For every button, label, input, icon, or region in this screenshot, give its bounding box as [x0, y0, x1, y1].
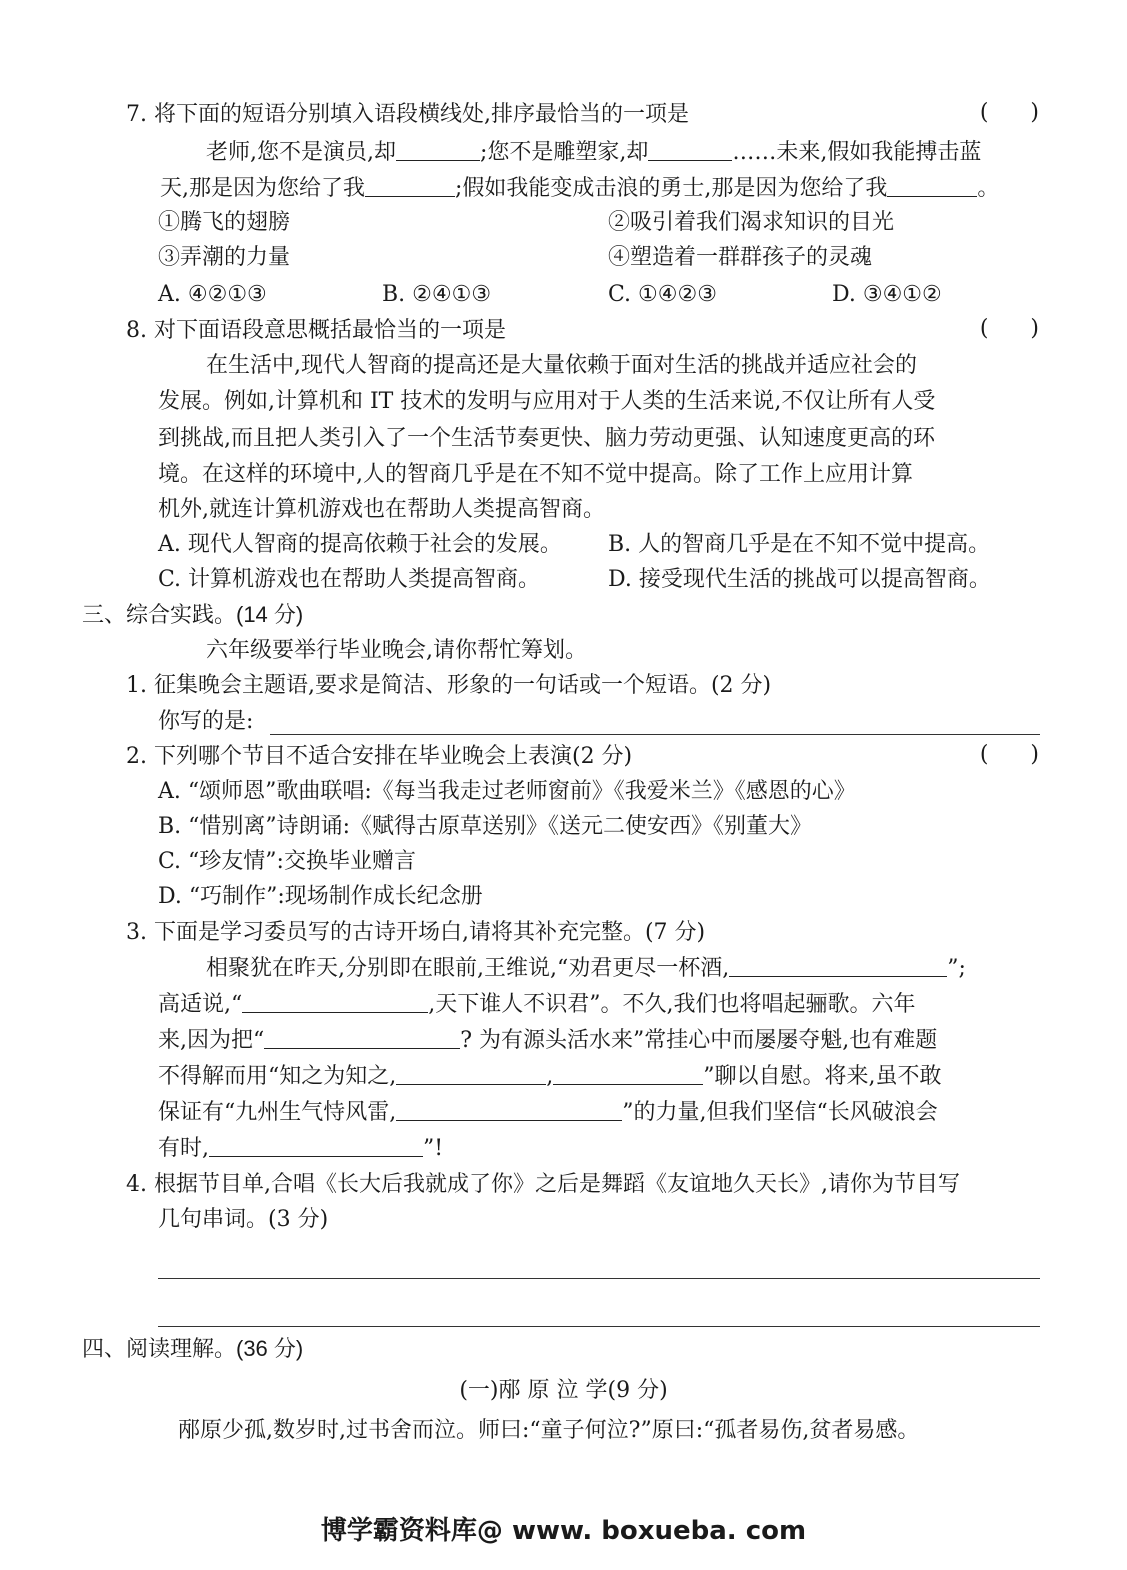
q8-option-c[interactable]: C. 计算机游戏也在帮助人类提高智商。	[158, 567, 541, 592]
s3-q1-answer-label: 你写的是:	[158, 709, 254, 734]
q8-option-b[interactable]: B. 人的智商几乎是在不知不觉中提高。	[608, 532, 991, 557]
fill-blank[interactable]	[396, 138, 480, 161]
q7-phrase-1: ①腾飞的翅膀	[158, 210, 291, 235]
s3-q2-option-b[interactable]: B. “惜别离”诗朗诵:《赋得古原草送别》《送元二使安西》《别董大》	[158, 814, 813, 839]
section-4-heading: 四、阅读理解。(36 分)	[82, 1336, 304, 1361]
s3-q1-title: 1. 征集晚会主题语,要求是简洁、形象的一句话或一个短语。(2 分)	[126, 673, 772, 698]
s3-q3-line4: 不得解而用“知之为知之, , ”聊以自慰。将来,虽不敢	[158, 1064, 942, 1089]
s3-q2-option-a[interactable]: A. “颂师恩”歌曲联唱:《每当我走过老师窗前》《我爱米兰》《感恩的心》	[158, 779, 856, 804]
q7-phrase-2: ②吸引着我们渴求知识的目光	[608, 210, 895, 235]
q8-passage-line: 在生活中,现代人智商的提高还是大量依赖于面对生活的挑战并适应社会的	[206, 353, 917, 378]
s3-q3-line3: 来,因为把“ ? 为有源头活水来”常挂心中而屡屡夺魁,也有难题	[158, 1028, 938, 1053]
s3-q3-line6: 有时, ”!	[158, 1136, 444, 1161]
q7-title: 7. 将下面的短语分别填入语段横线处,排序最恰当的一项是	[126, 102, 689, 127]
fill-blank[interactable]	[887, 174, 977, 197]
q8-option-d[interactable]: D. 接受现代生活的挑战可以提高智商。	[608, 567, 991, 592]
fill-blank[interactable]	[553, 1062, 703, 1085]
q7-option-d[interactable]: D. ③④①②	[832, 282, 942, 307]
q7-answer-bracket: ( )	[979, 100, 1039, 125]
q7-option-c[interactable]: C. ①④②③	[608, 282, 717, 307]
s3-q4-line2: 几句串词。(3 分)	[158, 1207, 329, 1232]
q8-passage-line: 到挑战,而且把人类引入了一个生活节奏更快、脑力劳动更强、认知速度更高的环	[158, 426, 935, 451]
fill-blank[interactable]	[209, 1134, 423, 1157]
fill-blank[interactable]	[396, 1062, 546, 1085]
s3-q2-option-d[interactable]: D. “巧制作”:现场制作成长纪念册	[158, 884, 483, 909]
section-3-intro: 六年级要举行毕业晚会,请你帮忙筹划。	[206, 638, 587, 663]
q8-passage-line: 发展。例如,计算机和 IT 技术的发明与应用对于人类的生活来说,不仅让所有人受	[158, 389, 936, 414]
s3-q2-answer-bracket: ( )	[979, 742, 1039, 767]
s3-q4-answer-line[interactable]	[158, 1278, 1040, 1279]
s3-q4-answer-line[interactable]	[158, 1326, 1040, 1327]
q7-passage-line1: 老师,您不是演员,却 ;您不是雕塑家,却 ……未来,假如我能搏击蓝	[206, 140, 982, 165]
s3-q2-option-c[interactable]: C. “珍友情”:交换毕业赠言	[158, 849, 416, 874]
q7-option-b[interactable]: B. ②④①③	[382, 282, 492, 307]
q8-answer-bracket: ( )	[979, 316, 1039, 341]
fill-blank[interactable]	[264, 1026, 460, 1049]
fill-blank[interactable]	[242, 990, 428, 1013]
q8-passage-line: 机外,就连计算机游戏也在帮助人类提高智商。	[158, 497, 605, 522]
section-3-heading: 三、综合实践。(14 分)	[82, 602, 304, 627]
passage-title: (一)邴 原 泣 学(9 分)	[459, 1378, 668, 1403]
q8-title: 8. 对下面语段意思概括最恰当的一项是	[126, 318, 506, 343]
q8-passage-line: 境。在这样的环境中,人的智商几乎是在不知不觉中提高。除了工作上应用计算	[158, 462, 913, 487]
footer-watermark: 博学霸资料库@ www. boxueba. com	[320, 1516, 807, 1546]
s3-q3-line2: 高适说,“ ,天下谁人不识君”。不久,我们也将唱起骊歌。六年	[158, 992, 916, 1017]
q7-passage-line2: 天,那是因为您给了我 ;假如我能变成击浪的勇士,那是因为您给了我 。	[160, 176, 1000, 201]
q7-phrase-3: ③弄潮的力量	[158, 245, 291, 270]
s3-q3-title: 3. 下面是学习委员写的古诗开场白,请将其补充完整。(7 分)	[126, 920, 706, 945]
fill-blank[interactable]	[648, 138, 732, 161]
s3-q4-line1: 4. 根据节目单,合唱《长大后我就成了你》之后是舞蹈《友谊地久天长》,请你为节目写	[126, 1172, 960, 1197]
q7-phrase-4: ④塑造着一群群孩子的灵魂	[608, 245, 873, 270]
fill-blank[interactable]	[729, 954, 947, 977]
s3-q1-answer-line[interactable]	[270, 734, 1040, 735]
q7-option-a[interactable]: A. ④②①③	[158, 282, 267, 307]
fill-blank[interactable]	[396, 1098, 622, 1121]
s3-q3-line1: 相聚犹在昨天,分别即在眼前,王维说,“劝君更尽一杯酒, ”;	[206, 956, 966, 981]
s3-q3-line5: 保证有“九州生气恃风雷, ”的力量,但我们坚信“长风破浪会	[158, 1100, 938, 1125]
s3-q2-title: 2. 下列哪个节目不适合安排在毕业晚会上表演(2 分)	[126, 744, 633, 769]
passage-line: 邴原少孤,数岁时,过书舍而泣。师曰:“童子何泣?”原曰:“孤者易伤,贫者易感。	[178, 1418, 920, 1443]
fill-blank[interactable]	[365, 174, 455, 197]
q8-option-a[interactable]: A. 现代人智商的提高依赖于社会的发展。	[158, 532, 562, 557]
